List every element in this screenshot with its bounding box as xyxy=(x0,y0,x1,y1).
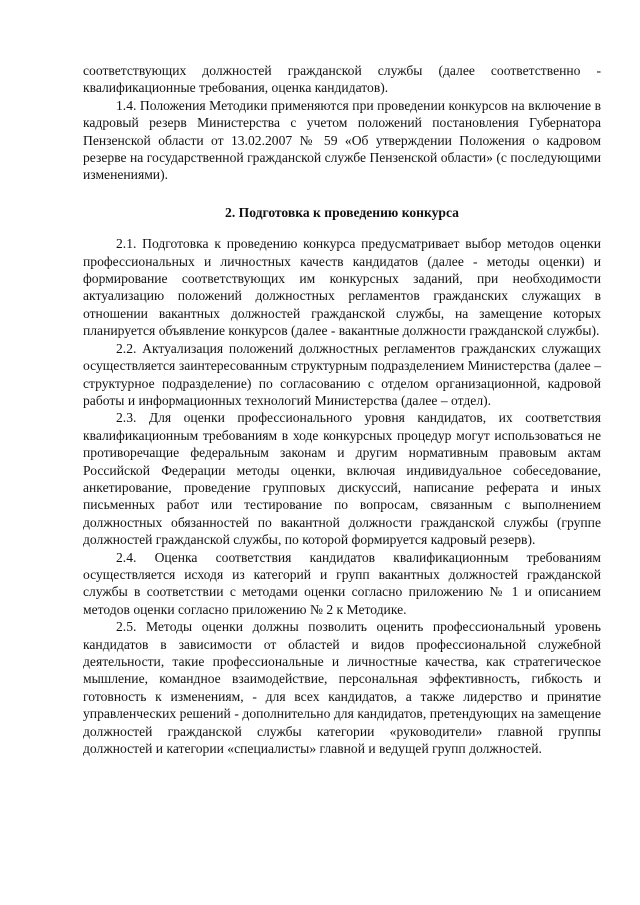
paragraph-2-2: 2.2. Актуализация положений должностных регламентов гражданских служащих осуществляется заинтересованным структурным подразделением Министерства (далее – структурное подразделение) по согласованию с отделом организационной, кадровой работы и информационных технологий Министерства (далее – отдел). xyxy=(83,340,601,408)
section-2-heading: 2. Подготовка к проведению конкурса xyxy=(225,204,459,220)
paragraph-2-4: 2.4. Оценка соответствия кандидатов квалификационным требованиям осуществляется исходя из категорий и групп вакантных должностей гражданской службы в соответствии с методами оценки согласно приложению № 1 и описанием методов оценки согласно приложению № 2 к Методике. xyxy=(83,549,601,617)
paragraph-2-5: 2.5. Методы оценки должны позволить оценить профессиональный уровень кандидатов в зависимости от областей и видов профессиональной служебной деятельности, такие профессиональные и личностные качества, как стратегическое мышление, командное взаимодействие, персональная эффективность, гибкость и готовность к изменениям, - для всех кандидатов, а также лидерство и принятие управленческих решений - дополнительно для кандидатов, претендующих на замещение должностей гражданской службы категории «руководители» главной группы должностей и категории «специалисты» главной и ведущей групп должностей. xyxy=(83,619,601,757)
paragraph-2-3: 2.3. Для оценки профессионального уровня кандидатов, их соответствия квалификационным требованиям в ходе конкурсных процедур могут использоваться не противоречащие федеральным законам и другим нормативным правовым актам Российской Федерации методы оценки, включая индивидуальное собеседование, анкетирование, проведение групповых дискуссий, написание реферата и иных письменных работ или тестирование по вопросам, связанным с выполнением должностных обязанностей по вакантной должности гражданской службы (группе должностей гражданской службы, по которой формируется кадровый резерв). xyxy=(83,410,601,548)
paragraph-2-1: 2.1. Подготовка к проведению конкурса предусматривает выбор методов оценки профессиональных и личностных качеств кандидатов (далее - методы оценки) и формирование соответствующих им конкурсных заданий, при необходимости актуализацию положений должностных регламентов гражданских служащих в отношении вакантных должностей гражданской службы, на замещение которых планируется объявление конкурсов (далее - вакантные должности гражданской службы). xyxy=(83,236,601,339)
paragraph-1-4: 1.4. Положения Методики применяются при проведении конкурсов на включение в кадровый резерв Министерства с учетом положений постановления Губернатора Пензенской области от 13.02.2007 № 59 «Об утверждении Положения о кадровом резерве на государственной гражданской службе Пензенской области» (с последующими изменениями). xyxy=(83,97,601,183)
intro-fragment-paragraph: соответствующих должностей гражданской службы (далее соответственно - квалификационные требования, оценка кандидатов). xyxy=(83,63,601,96)
